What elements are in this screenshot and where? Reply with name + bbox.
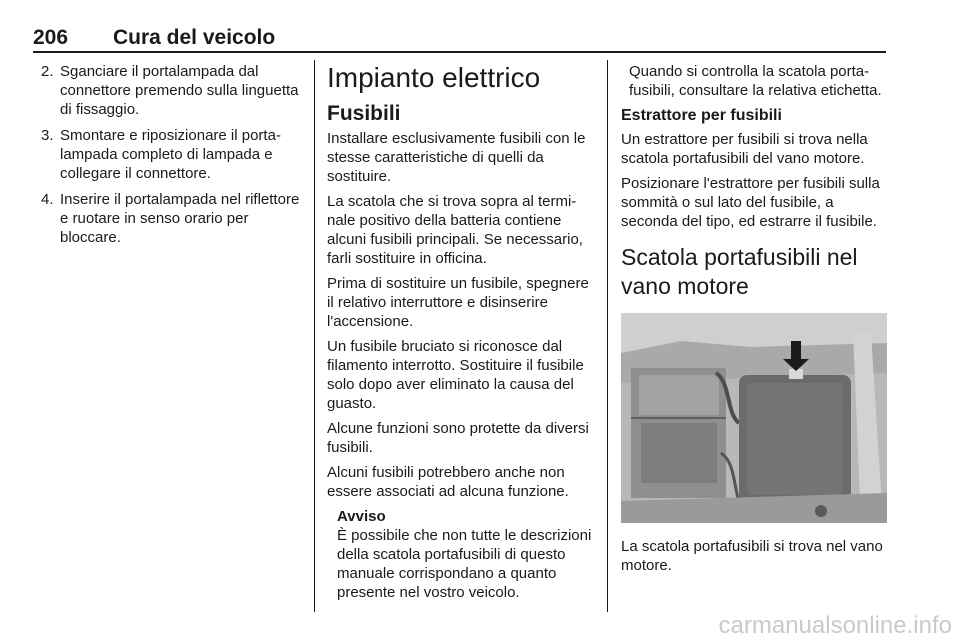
engine-bay-fuse-box-photo <box>621 313 887 523</box>
paragraph: Installare esclusivamente fusibili con le stesse caratteristiche di quelli da sostituire. <box>327 130 586 185</box>
page-number: 206 <box>33 26 69 49</box>
step-text: Sganciare il portalampada dal connettore premendo sulla linguetta di fissaggio. <box>60 63 299 118</box>
section-title: Cura del veicolo <box>113 26 276 49</box>
image-caption: La scatola portafusibili si trova nel vano motore. <box>621 538 883 574</box>
section-heading: Fusibili <box>327 102 401 125</box>
list-item <box>33 126 301 183</box>
section-heading: Scatola portafusibili nel vano motore <box>621 244 858 299</box>
step-number: 4. <box>41 191 54 208</box>
step-list <box>33 62 301 247</box>
step-text: Smontare e riposizionare il portalampada completo di lampada e collegare il connettore. <box>60 127 281 182</box>
column-3 <box>621 62 887 581</box>
watermark: carmanualsonline.info <box>718 612 952 639</box>
header-rule <box>33 51 886 53</box>
page-header <box>33 26 886 52</box>
column-divider <box>607 60 608 612</box>
notice-box <box>327 507 593 602</box>
paragraph: La scatola che si trova sopra al terminale positivo della batteria contiene alcuni fusibili principali. Se necessario, farli sostituire in officina. <box>327 193 583 267</box>
step-text: Inserire il portalampada nel riflettore e ruotare in senso orario per bloccare. <box>60 191 300 246</box>
step-number: 3. <box>41 127 54 144</box>
column-2 <box>327 62 593 602</box>
notice-title: Avviso <box>337 508 386 525</box>
step-number: 2. <box>41 63 54 80</box>
chapter-heading: Impianto elettrico <box>327 62 541 93</box>
paragraph: Alcuni fusibili potrebbero anche non essere associati ad alcuna funzione. <box>327 464 569 500</box>
paragraph: Prima di sostituire un fusibile, spegnere il relativo interruttore e disinserire l'accensione. <box>327 275 589 330</box>
paragraph: Posizionare l'estrattore per fusibili sulla sommità o sul lato del fusibile, a seconda del tipo, ed estrarre il fusibile. <box>621 175 880 230</box>
list-item <box>33 190 301 247</box>
column-1 <box>33 62 301 254</box>
paragraph: Un fusibile bruciato si riconosce dal filamento interrotto. Sostituire il fusibile solo dopo aver eliminato la causa del guasto. <box>327 338 584 412</box>
column-divider <box>314 60 315 612</box>
paragraph: Quando si controlla la scatola portafusibili, consultare la relativa etichetta. <box>629 63 882 99</box>
subsection-heading: Estrattore per fusibili <box>621 107 782 124</box>
paragraph: Alcune funzioni sono protette da diversi fusibili. <box>327 420 589 456</box>
list-item <box>33 62 301 119</box>
paragraph: Un estrattore per fusibili si trova nella scatola portafusibili del vano motore. <box>621 131 868 167</box>
notice-text: È possibile che non tutte le descrizioni della scatola portafusibili di questo manuale corrispondano a quanto presente nel vostro veicolo. <box>337 527 592 601</box>
